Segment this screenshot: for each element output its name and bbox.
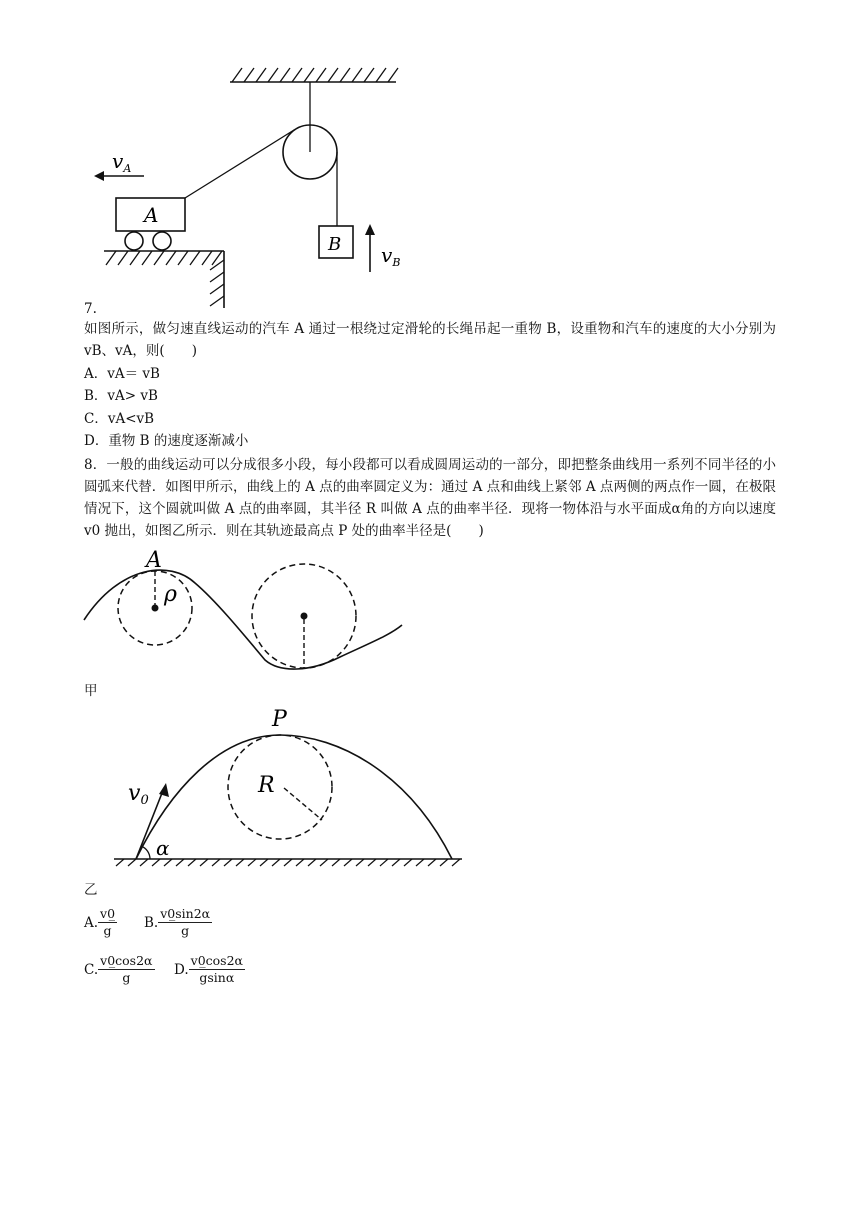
rho-label: ρ xyxy=(164,582,177,607)
car-label: A xyxy=(144,203,159,227)
r-label: R xyxy=(258,773,275,798)
q7-number: 7. xyxy=(84,301,97,317)
block-label: B xyxy=(328,234,342,255)
q8-figure-jia xyxy=(80,545,410,675)
ground-hatch xyxy=(106,251,224,306)
q7-option-d: D．重物 B 的速度逐渐减小 xyxy=(84,433,249,449)
wavy-curve xyxy=(84,570,402,669)
va-label: $v_A$ xyxy=(112,149,132,175)
alpha-label: α xyxy=(156,836,170,860)
q7-option-a: A．vA＝ vB xyxy=(84,366,160,382)
trajectory xyxy=(136,735,452,859)
q8-stem: 8．一般的曲线运动可以分成很多小段，每小段都可以看成圆周运动的一部分，即把整条曲线用一系列不同半径的小圆弧来代替．如图甲所示，曲线上的 A 点的曲率圆定义为：通过 A 点和曲线上紧邻 A 点两侧的两点作一圆，在极限情况下，这个圆就叫做 A 点的曲率圆，其半径 R 叫做 A 点的曲率半径．现将一物体沿与水平面成α角的方向以速度 v0 抛出，如图乙所示．则在其轨迹最高点 P 处的曲率半径是( ) xyxy=(84,457,776,539)
point-a-label: A xyxy=(146,548,162,573)
caption-jia: 甲 xyxy=(84,683,98,699)
q7-option-c: C．vA<vB xyxy=(84,411,155,427)
p-label: P xyxy=(272,707,287,732)
q7-figure xyxy=(84,60,424,310)
q7-option-b: B．vA> vB xyxy=(84,388,158,404)
fraction: $\frac{v0̲\cos 2\alpha}{gsin\alpha}$ xyxy=(190,953,243,985)
q8-option-d: D. $\frac{v0̲\cos 2\alpha}{gsin\alpha}$ xyxy=(174,953,243,985)
ground-hatch-yi xyxy=(116,859,460,866)
fraction: $\frac{v0̲\sin 2\alpha}{g}$ xyxy=(160,906,211,938)
vb-label: $v_B$ xyxy=(381,243,401,269)
q8-figure-yi xyxy=(110,700,470,870)
caption-yi: 乙 xyxy=(84,882,98,898)
q8-option-b: B. $\frac{v0̲\sin 2\alpha}{g}$ xyxy=(144,906,211,938)
curvature-circle-p xyxy=(228,735,332,839)
ceiling-hatch xyxy=(232,68,398,82)
fraction: $\frac{v0̲}{g}$ xyxy=(100,906,116,938)
fraction: $\frac{v0̲\cos 2\alpha}{g}$ xyxy=(100,953,153,985)
q8-option-a: A. $\frac{v0̲}{g}$ xyxy=(84,906,116,938)
q7-stem: 如图所示，做匀速直线运动的汽车 A 通过一根绕过定滑轮的长绳吊起一重物 B，设重物和汽车的速度的大小分别为 vB、vA，则( ) xyxy=(84,321,776,359)
q8-option-c: C. $\frac{v0̲\cos 2\alpha}{g}$ xyxy=(84,953,153,985)
v0-label: v0 xyxy=(128,781,149,808)
